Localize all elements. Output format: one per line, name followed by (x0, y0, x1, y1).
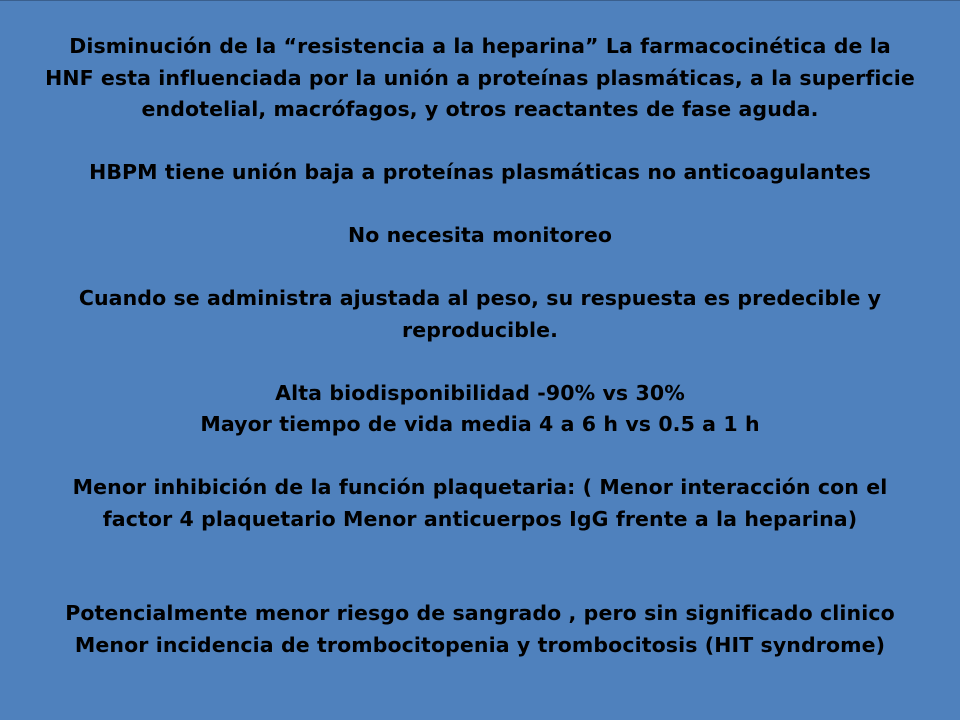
spacer (0, 189, 960, 221)
text-line-11: factor 4 plaquetario Menor anticuerpos IgG frente a la heparina) (102, 506, 858, 531)
text-line-4: HBPM tiene unión baja a proteínas plasmáticas no anticoagulantes (89, 160, 871, 184)
text-line-8: Alta biodisponibilidad -90% vs 30% (275, 380, 685, 405)
spacer (0, 567, 960, 599)
spacer (0, 126, 960, 158)
spacer (0, 535, 960, 567)
text-line-9: Mayor tiempo de vida media 4 a 6 h vs 0.5 a 1 h (200, 412, 760, 436)
text-line-10: Menor inhibición de la función plaquetaria: ( Menor interacción con el (72, 475, 888, 499)
text-line-13: Menor incidencia de trombocitopenia y trombocitosis (HIT syndrome) (74, 632, 886, 657)
text-line-6: Cuando se administra ajustada al peso, su respuesta es predecible y (78, 286, 882, 310)
text-line-3: endotelial, macrófagos, y otros reactantes de fase aguda. (141, 97, 819, 121)
text-line-7: reproducible. (401, 317, 559, 342)
spacer (0, 252, 960, 284)
slide-body-text (0, 31, 960, 661)
spacer (0, 441, 960, 473)
text-line-2: HNF esta influenciada por la unión a proteínas plasmáticas, a la superficie (45, 65, 915, 90)
text-line-5: No necesita monitoreo (347, 223, 613, 247)
text-line-12: Potencialmente menor riesgo de sangrado , pero sin significado clinico (65, 601, 895, 625)
text-line-1: Disminución de la “resistencia a la heparina” La farmacocinética de la (69, 34, 891, 58)
spacer (0, 346, 960, 378)
